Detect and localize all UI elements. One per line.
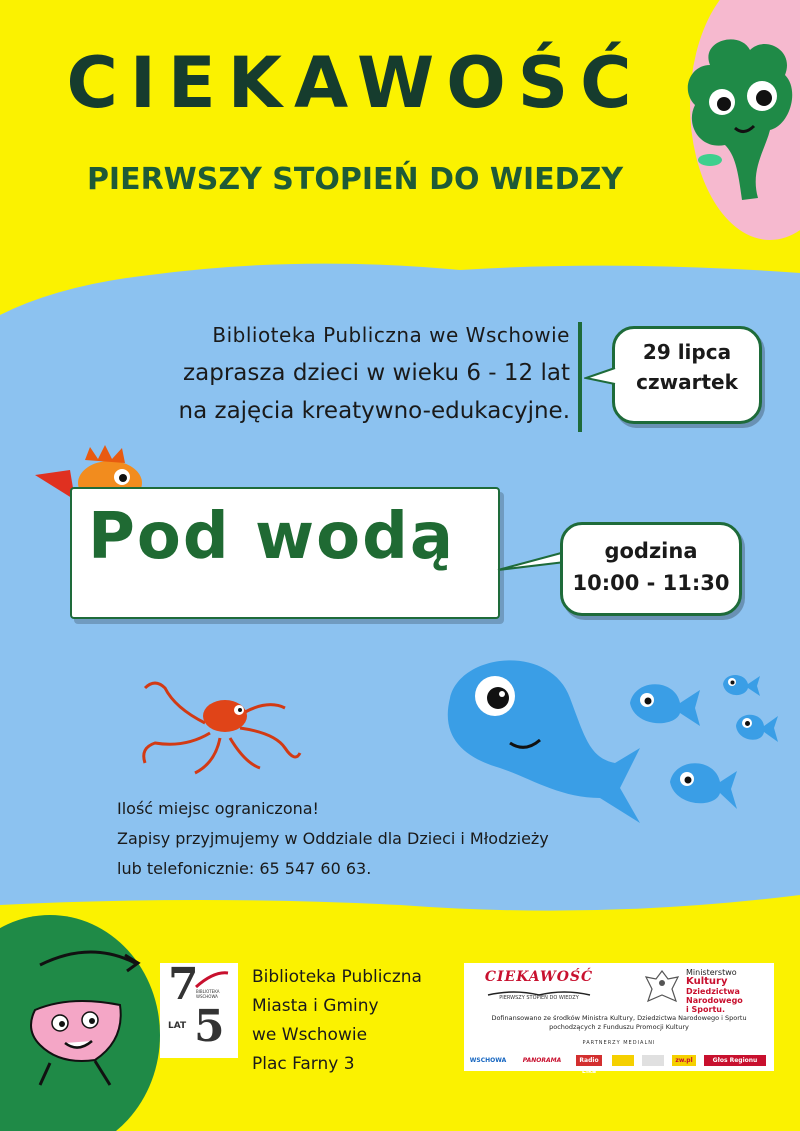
time-range: 10:00 - 11:30 bbox=[572, 571, 730, 595]
small-fish-icon bbox=[625, 678, 700, 733]
ministry-line-4: Narodowego bbox=[686, 996, 743, 1005]
intro-line-3: na zajęcia kreatywno-edukacyjne. bbox=[178, 398, 570, 424]
ministry-name bbox=[686, 968, 772, 1014]
media-logo-5 bbox=[642, 1055, 664, 1066]
logo-number-bottom: 5 bbox=[194, 1001, 225, 1052]
logo-swoosh-icon bbox=[194, 969, 230, 989]
registration-info bbox=[117, 794, 617, 884]
small-fish-icon bbox=[732, 708, 780, 753]
ministry-line-1: Ministerstwo bbox=[686, 968, 737, 977]
info-line-3: lub telefonicznie: 65 547 60 63. bbox=[117, 859, 372, 878]
date-bubble bbox=[612, 326, 762, 424]
date-bubble-tail bbox=[584, 366, 616, 386]
project-logo-text: CIEKAWOŚĆ bbox=[484, 969, 594, 985]
funding-line-2: pochodzących z Funduszu Promocji Kultury bbox=[549, 1023, 689, 1031]
octopus-icon bbox=[135, 678, 305, 778]
time-bubble bbox=[560, 522, 742, 616]
intro-line-1: Biblioteka Publiczna we Wschowie bbox=[212, 323, 570, 347]
ministry-line-2: Kultury bbox=[686, 976, 728, 987]
time-bubble-tail bbox=[496, 548, 566, 578]
divider-bar bbox=[578, 322, 582, 432]
intro-text bbox=[60, 316, 570, 430]
poster-subtitle: PIERWSZY STOPIEŃ DO WIEDZY bbox=[86, 162, 624, 197]
event-title: Pod wodą bbox=[88, 500, 456, 574]
library-75-logo bbox=[160, 959, 238, 1058]
media-logo-2: PANORAMA bbox=[522, 1057, 562, 1064]
project-logo-subtitle: PIERWSZY STOPIEŃ DO WIEDZY bbox=[499, 995, 579, 1001]
polish-eagle-emblem-icon bbox=[642, 967, 682, 1009]
info-line-1: Ilość miejsc ograniczona! bbox=[117, 799, 319, 818]
media-logo-3: Radio Elka bbox=[576, 1055, 602, 1066]
logo-small-text: BIBLIOTEKA WSCHOWA bbox=[196, 989, 220, 999]
ministry-line-5: i Sportu. bbox=[686, 1005, 726, 1014]
time-label: godzina bbox=[604, 539, 698, 563]
info-line-2: Zapisy przyjmujemy w Oddziale dla Dzieci i Młodzieży bbox=[117, 829, 549, 848]
media-logo-1: WSCHOWA bbox=[469, 1057, 507, 1064]
poster-title: CIEKAWOŚĆ bbox=[66, 42, 644, 124]
date-line-2: czwartek bbox=[636, 370, 738, 394]
broccoli-character-icon bbox=[680, 30, 800, 210]
green-blob-character-icon bbox=[10, 945, 150, 1095]
logo-word: LAT bbox=[168, 1021, 187, 1031]
logo-number-top: 7 bbox=[168, 959, 199, 1010]
small-fish-icon bbox=[720, 670, 760, 700]
media-logo-6: zw.pl bbox=[672, 1055, 696, 1066]
sponsor-panel bbox=[464, 963, 774, 1075]
small-fish-icon bbox=[665, 757, 740, 817]
intro-line-2: zaprasza dzieci w wieku 6 - 12 lat bbox=[183, 360, 570, 386]
funding-note bbox=[469, 1014, 769, 1032]
date-line-1: 29 lipca bbox=[642, 340, 732, 364]
library-line-3: we Wschowie bbox=[252, 1025, 368, 1045]
library-address bbox=[252, 963, 472, 1079]
ministry-line-3: Dziedzictwa bbox=[686, 987, 740, 996]
media-partners-label: PARTNERZY MEDIALNI bbox=[582, 1040, 656, 1046]
library-line-4: Plac Farny 3 bbox=[252, 1054, 355, 1074]
media-logo-4 bbox=[612, 1055, 634, 1066]
library-line-1: Biblioteka Publiczna bbox=[252, 967, 422, 987]
media-logo-7: Głos Regionu bbox=[704, 1055, 766, 1066]
library-line-2: Miasta i Gminy bbox=[252, 996, 379, 1016]
funding-line-1: Dofinansowano ze środków Ministra Kultury, Dziedzictwa Narodowego i Sportu bbox=[491, 1014, 747, 1022]
